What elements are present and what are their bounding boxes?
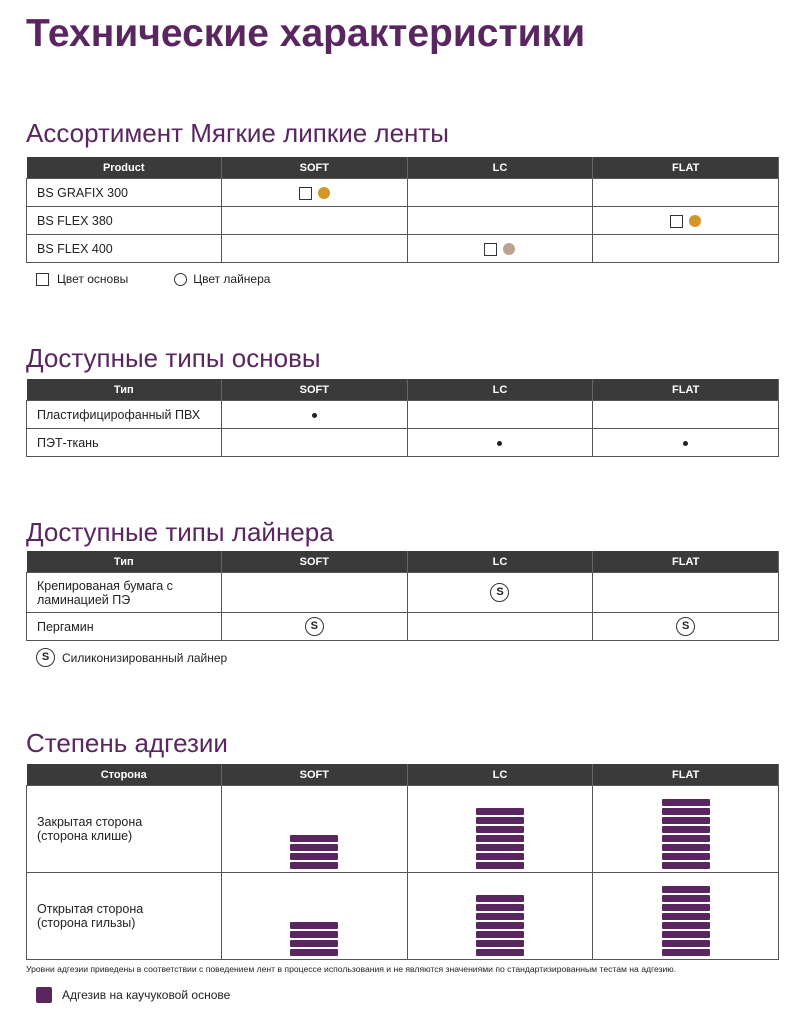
- silicone-liner-icon: S: [36, 648, 55, 667]
- col-header: SOFT: [222, 157, 408, 179]
- adhesion-level-bar: [476, 913, 524, 920]
- table-row: [27, 179, 779, 207]
- adhesion-level-bar: [662, 922, 710, 929]
- cell-lc: [407, 179, 593, 207]
- col-header: SOFT: [222, 379, 408, 401]
- silicone-liner-icon: S: [305, 617, 324, 636]
- liner-types-table: [26, 551, 779, 641]
- cell-soft: [222, 613, 408, 641]
- liner-types-title: Доступные типы лайнера: [26, 517, 334, 547]
- col-header: LC: [407, 157, 593, 179]
- adhesion-level-bar: [662, 844, 710, 851]
- adhesion-legend: [36, 987, 230, 1003]
- cell-flat: [593, 207, 779, 235]
- adhesion-footnote: Уровни адгезии приведены в соответствии с поведением лент в процессе использования и не являются значениями по стандартизированным тестам на адгезию.: [26, 964, 677, 974]
- adhesion-level-bar: [290, 844, 338, 851]
- adhesion-level-bar: [662, 808, 710, 815]
- bullet-icon: [312, 413, 317, 418]
- cell-soft: [222, 401, 408, 429]
- side-name-line1: Закрытая сторона: [37, 815, 143, 829]
- adhesion-level-bar: [476, 940, 524, 947]
- product-name: BS FLEX 400: [27, 235, 222, 263]
- assortment-legend: [36, 272, 270, 286]
- col-header: LC: [407, 764, 593, 786]
- base-types-title: Доступные типы основы: [26, 343, 321, 373]
- side-name-line1: Открытая сторона: [37, 902, 144, 916]
- cell-lc: [407, 401, 593, 429]
- cell-soft: [222, 207, 408, 235]
- table-row: [27, 573, 779, 613]
- col-header: Product: [27, 157, 222, 179]
- base-types-table: [26, 379, 779, 457]
- base-color-swatch: [484, 243, 497, 256]
- col-header: Тип: [27, 551, 222, 573]
- table-row: [27, 786, 779, 873]
- cell-soft: [222, 573, 408, 613]
- adhesion-level-bar: [662, 862, 710, 869]
- square-icon: [36, 273, 49, 286]
- adhesion-level-bar: [476, 895, 524, 902]
- side-name-line2: (сторона гильзы): [37, 916, 136, 930]
- assortment-title: Ассортимент Мягкие липкие ленты: [26, 118, 449, 148]
- liner-color-dot: [689, 215, 701, 227]
- adhesion-level-bar: [476, 931, 524, 938]
- adhesion-level-bars: [593, 876, 778, 956]
- table-header-row: [27, 551, 779, 573]
- adhesion-level-bar: [290, 853, 338, 860]
- side-name: [27, 873, 222, 960]
- adhesion-level-bar: [662, 817, 710, 824]
- col-header: LC: [407, 551, 593, 573]
- adhesion-level-bar: [476, 862, 524, 869]
- adhesion-level-bar: [290, 940, 338, 947]
- table-row: [27, 873, 779, 960]
- adhesion-level-bar: [290, 949, 338, 956]
- silicone-liner-icon: S: [490, 583, 509, 602]
- liner-color-dot: [503, 243, 515, 255]
- adhesion-level-bar: [476, 835, 524, 842]
- cell-soft: [222, 786, 408, 873]
- cell-lc: [407, 873, 593, 960]
- cell-soft: [222, 235, 408, 263]
- cell-flat: [593, 573, 779, 613]
- cell-flat: [593, 613, 779, 641]
- adhesion-level-bars: [222, 789, 407, 869]
- adhesion-level-bar: [662, 853, 710, 860]
- col-header: SOFT: [222, 764, 408, 786]
- adhesion-level-bar: [290, 862, 338, 869]
- liner-color-dot: [318, 187, 330, 199]
- cell-flat: [593, 786, 779, 873]
- adhesion-level-bar: [476, 922, 524, 929]
- adhesion-legend-label: Адгезив на каучуковой основе: [62, 988, 231, 1002]
- adhesion-level-bar: [476, 949, 524, 956]
- table-row: [27, 401, 779, 429]
- col-header: LC: [407, 379, 593, 401]
- base-color-swatch: [299, 187, 312, 200]
- adhesion-level-bar: [662, 913, 710, 920]
- cell-lc: [407, 235, 593, 263]
- type-name: ПЭТ-ткань: [27, 429, 222, 457]
- liner-legend: [36, 648, 227, 667]
- cell-flat: [593, 401, 779, 429]
- table-header-row: [27, 764, 779, 786]
- rubber-adhesive-swatch: [36, 987, 52, 1003]
- legend-base-label: Цвет основы: [57, 272, 129, 286]
- adhesion-title: Степень адгезии: [26, 728, 228, 758]
- adhesion-level-bar: [662, 835, 710, 842]
- adhesion-level-bars: [408, 789, 593, 869]
- adhesion-level-bar: [290, 835, 338, 842]
- col-header: FLAT: [593, 379, 779, 401]
- adhesion-level-bar: [290, 931, 338, 938]
- adhesion-level-bar: [662, 940, 710, 947]
- table-row: [27, 429, 779, 457]
- cell-soft: [222, 429, 408, 457]
- type-name: Пластифицирофанный ПВХ: [27, 401, 222, 429]
- legend-liner-label: Цвет лайнера: [193, 272, 271, 286]
- page-title: Технические характеристики: [26, 12, 586, 55]
- adhesion-level-bar: [476, 808, 524, 815]
- adhesion-level-bars: [408, 876, 593, 956]
- table-header-row: [27, 157, 779, 179]
- adhesion-level-bar: [476, 844, 524, 851]
- adhesion-level-bar: [662, 895, 710, 902]
- adhesion-level-bar: [476, 904, 524, 911]
- adhesion-level-bar: [476, 817, 524, 824]
- table-row: [27, 207, 779, 235]
- cell-flat: [593, 235, 779, 263]
- silicone-liner-icon: S: [676, 617, 695, 636]
- type-name: Пергамин: [27, 613, 222, 641]
- col-header: SOFT: [222, 551, 408, 573]
- table-header-row: [27, 379, 779, 401]
- side-name: [27, 786, 222, 873]
- adhesion-level-bar: [662, 799, 710, 806]
- product-name: BS FLEX 380: [27, 207, 222, 235]
- type-name: Крепированая бумага с ламинацией ПЭ: [27, 573, 222, 613]
- adhesion-level-bar: [476, 853, 524, 860]
- adhesion-level-bar: [662, 949, 710, 956]
- liner-legend-label: Силиконизированный лайнер: [62, 650, 228, 665]
- cell-soft: [222, 179, 408, 207]
- col-header: FLAT: [593, 764, 779, 786]
- adhesion-table: [26, 764, 779, 960]
- adhesion-level-bar: [662, 826, 710, 833]
- cell-lc: [407, 207, 593, 235]
- assortment-table: [26, 157, 779, 263]
- col-header: FLAT: [593, 157, 779, 179]
- cell-soft: [222, 873, 408, 960]
- adhesion-level-bar: [476, 826, 524, 833]
- table-row: [27, 235, 779, 263]
- product-name: BS GRAFIX 300: [27, 179, 222, 207]
- col-header: Тип: [27, 379, 222, 401]
- bullet-icon: [497, 441, 502, 446]
- table-row: [27, 613, 779, 641]
- cell-flat: [593, 873, 779, 960]
- col-header: FLAT: [593, 551, 779, 573]
- adhesion-level-bars: [593, 789, 778, 869]
- base-color-swatch: [670, 215, 683, 228]
- bullet-icon: [683, 441, 688, 446]
- adhesion-level-bar: [662, 904, 710, 911]
- cell-lc: [407, 429, 593, 457]
- adhesion-level-bar: [662, 931, 710, 938]
- cell-lc: [407, 573, 593, 613]
- adhesion-level-bar: [290, 922, 338, 929]
- adhesion-level-bars: [222, 876, 407, 956]
- adhesion-level-bar: [662, 886, 710, 893]
- cell-flat: [593, 179, 779, 207]
- side-name-line2: (сторона клише): [37, 829, 133, 843]
- cell-lc: [407, 613, 593, 641]
- circle-icon: [174, 273, 187, 286]
- cell-flat: [593, 429, 779, 457]
- col-header: Сторона: [27, 764, 222, 786]
- cell-lc: [407, 786, 593, 873]
